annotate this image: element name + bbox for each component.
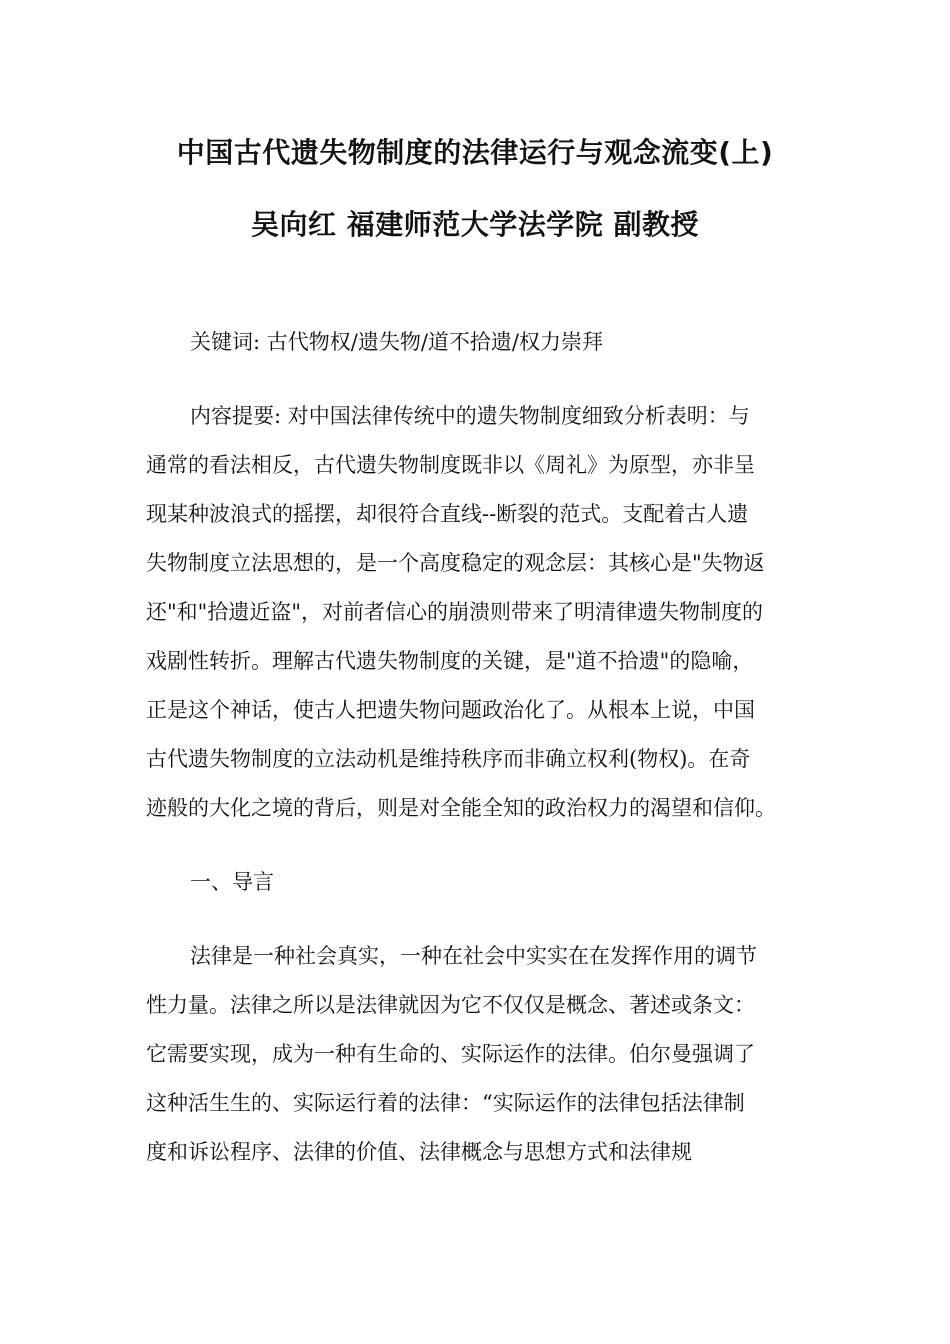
body-line: 法律是一种社会真实，一种在社会中实实在在发挥作用的调节	[190, 944, 757, 968]
body-line: 它需要实现，成为一种有生命的、实际运作的法律。伯尔曼强调了	[146, 1042, 755, 1066]
abstract-line: 正是这个神话，使古人把遗失物问题政治化了。从根本上说，中国	[146, 698, 755, 722]
abstract-line: 内容提要: 对中国法律传统中的遗失物制度细致分析表明：与	[190, 404, 750, 428]
body-line: 度和诉讼程序、法律的价值、法律概念与思想方式和法律规	[146, 1140, 692, 1164]
abstract-line: 失物制度立法思想的，是一个高度稳定的观念层：其核心是"失物返	[146, 551, 765, 575]
document-title: 中国古代遗失物制度的法律运行与观念流变(上)	[176, 136, 774, 169]
abstract-line: 还"和"拾遗近盗"，对前者信心的崩溃则带来了明清律遗失物制度的	[146, 600, 763, 624]
body-line: 性力量。法律之所以是法律就因为它不仅仅是概念、著述或条文：	[146, 993, 755, 1017]
abstract-line: 古代遗失物制度的立法动机是维持秩序而非确立权利(物权)。在奇	[146, 747, 751, 771]
abstract-line: 现某种波浪式的摇摆，却很符合直线--断裂的范式。支配着古人遗	[146, 502, 749, 526]
abstract-line: 戏剧性转折。理解古代遗失物制度的关键，是"道不拾遗"的隐喻，	[146, 649, 754, 673]
body-line: 这种活生生的、实际运行着的法律：“实际运作的法律包括法律制	[146, 1091, 745, 1115]
keywords-line: 关键词: 古代物权/遗失物/道不拾遗/权力崇拜	[190, 330, 603, 354]
abstract-line: 通常的看法相反，古代遗失物制度既非以《周礼》为原型，亦非呈	[146, 453, 755, 477]
abstract-line: 迹般的大化之境的背后，则是对全能全知的政治权力的渴望和信仰。	[146, 796, 776, 820]
section-heading: 一、导言	[190, 870, 274, 894]
author-line: 吴向红 福建师范大学法学院 副教授	[251, 208, 699, 241]
